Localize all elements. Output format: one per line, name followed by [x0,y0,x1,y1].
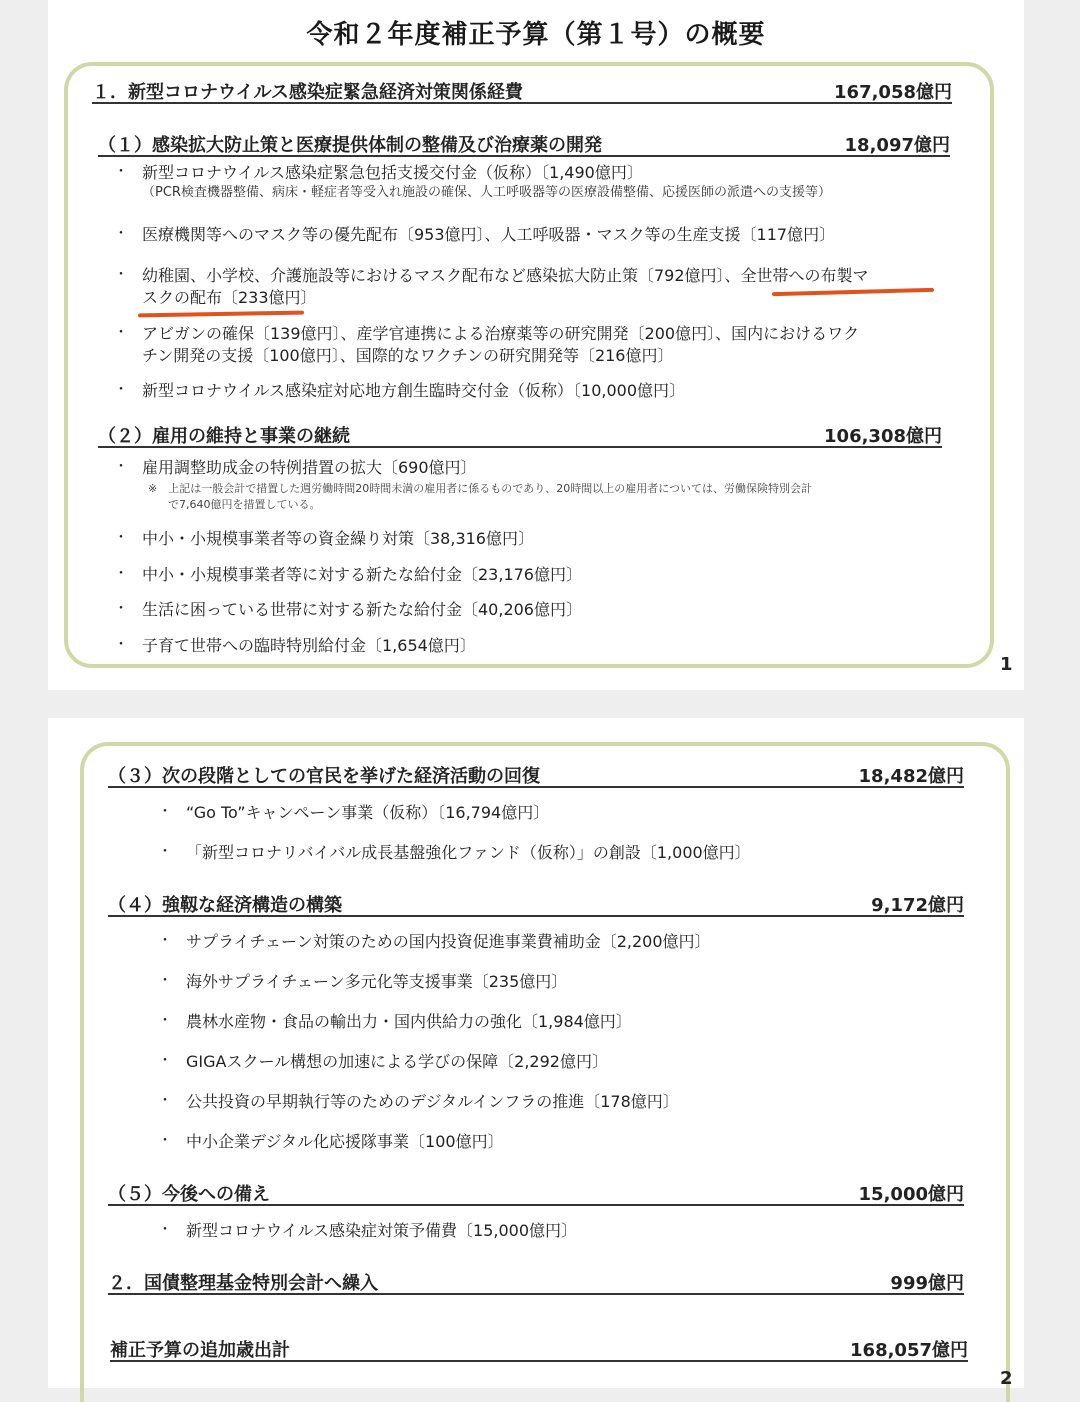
sub-5-amount: 15,000億円 [858,1184,964,1205]
sub-1-heading [98,131,950,157]
sub-1-amount: 18,097億円 [844,135,950,156]
page-number: 2 [1000,1368,1013,1389]
section-2-label: ２．国債整理基金特別会計へ繰入 [108,1273,378,1294]
list-item-highlighted: ・ 幼稚園、小学校、介護施設等におけるマスク配布など感染拡大防止策〔792億円〕、全世帯への布製マ スクの配布〔233億円〕 [114,266,869,307]
sub-4-amount: 9,172億円 [871,895,964,916]
footnote: で7,640億円を措置している。 [168,498,321,511]
slide-page-2: （３）次の段階としての官民を挙げた経済活動の回復 18,482億円 ・ “Go To”キャンペーン事業（仮称）〔16,794億円〕 ・ 「新型コロナリバイバル成長基盤強化ファンド（仮称）」の創設〔1,000億円〕 （４）強靱な経済構造の構築 9,172億円 ・ サプライチェーン対策のための国内投資促進事業費補助金〔2,200億円〕 ・ 海外サプライチェーン多元化等支援事業〔235億円〕 ・ 農林水産物・食品の輸出力・国内供給力の強化〔1,984億円〕 ・ GIGAスクール構想の加速による学びの保障〔2,292億円〕 ・ 公共投資の早期執行等のためのデジタルインフラの推進〔178億円〕 ・ 中小企業デジタル化応援隊事業〔100億円〕 （５）今後への備え 15,000億円 ・ 新型コロナウイルス感染症対策予備費〔15,000億円〕 ２．国債整理基金特別会計へ繰入 999億円 補正予算の追加歳出計 168,057億円 2 [48,718,1024,1388]
section-1-heading [92,78,952,104]
document-title: 令和２年度補正予算（第１号）の概要 [306,20,766,50]
bullet: ・ [114,530,128,546]
bullet: ・ [114,325,128,341]
section-1-label: １．新型コロナウイルス感染症緊急経済対策関係経費 [92,82,523,103]
bullet: ・ [114,164,128,180]
total-label: 補正予算の追加歳出計 [110,1340,290,1361]
bullet: ・ [158,1222,172,1238]
section-1-amount: 167,058億円 [834,82,952,103]
bullet: ・ [158,1133,172,1149]
sub-3-amount: 18,482億円 [858,766,964,787]
sub-5-label: （５）今後への備え [108,1184,270,1205]
bullet: ・ [158,844,172,860]
list-item: ・ 新型コロナウイルス感染症緊急包括支援交付金（仮称）〔1,490億円〕 （PCR検査機器整備、病床・軽症者等受入れ施設の確保、人工呼吸器等の医療設備整備、応援医師の派遣への支援等） [114,163,831,200]
bullet: ・ [158,1093,172,1109]
bullet: ・ [158,1053,172,1069]
bullet: ・ [114,226,128,242]
section-2-amount: 999億円 [890,1273,964,1294]
footnote: ※ 上記は一般会計で措置した週労働時間20時間未満の雇用者に係るものであり、20時間以上の雇用者については、労働保険特別会計 [148,482,812,495]
bullet: ・ [114,637,128,653]
bullet: ・ [114,601,128,617]
section-2-heading [108,1269,964,1295]
sub-2-label: （２）雇用の維持と事業の継続 [98,426,350,447]
sub-4-heading [108,891,964,917]
sub-2-amount: 106,308億円 [824,426,942,447]
sub-3-label: （３）次の段階としての官民を挙げた経済活動の回復 [108,766,540,787]
bullet: ・ [114,566,128,582]
bullet: ・ [158,1013,172,1029]
list-item: ・ 雇用調整助成金の特例措置の拡大〔690億円〕 ※ 上記は一般会計で措置した週労働時間20時間未満の雇用者に係るものであり、20時間以上の雇用者については、労働保険特別会計 で7,640億円を措置している。 [114,458,812,511]
total-heading [110,1336,968,1362]
bullet: ・ [114,267,128,283]
sub-4-label: （４）強靱な経済構造の構築 [108,895,342,916]
sub-5-heading [108,1180,964,1206]
content-frame [80,742,1010,1402]
bullet: ・ [158,933,172,949]
sub-1-label: （１）感染拡大防止策と医療提供体制の整備及び治療薬の開発 [98,135,602,156]
bullet: ・ [114,459,128,475]
bullet: ・ [114,382,128,398]
bullet: ・ [158,973,172,989]
sub-2-heading [98,422,942,448]
slide-page-1: 令和２年度補正予算（第１号）の概要 １．新型コロナウイルス感染症緊急経済対策関係経費 167,058億円 （１）感染拡大防止策と医療提供体制の整備及び治療薬の開発 18,097億円 ・ 新型コロナウイルス感染症緊急包括支援交付金（仮称）〔1,490億円〕 （PCR検査機器整備、病床・軽症者等受入れ施設の確保、人工呼吸器等の医療設備整備、応援医師の派遣への支援等） ・ 医療機関等へのマスク等の優先配布〔953億円〕、人工呼吸器・マスク等の生産支援〔117億円〕 ・ 幼稚園、小学校、介護施設等におけるマスク配布など感染拡大防止策〔792億円〕、全世帯への布製マ スクの配布〔233億円〕 ・ アビガンの確保〔139億円〕、産学官連携による治療薬等の研究開発〔200億円〕、国内におけるワク チン開発の支援〔100億円〕、国際的なワクチンの研究開発等〔216億円〕 ・ 新型コロナウイルス感染症対応地方創生臨時交付金（仮称）〔10,000億円〕 （２）雇用の維持と事業の継続 106,308億円 ・ 雇用調整助成金の特例措置の拡大〔690億円〕 ※ 上記は一般会計で措置した週労働時間20時間未満の雇用者に係るものであり、20時間以上の雇用者については、労働保険特別会計 で7,640億円を措置している。 ・ 中小・小規模事業者等の資金繰り対策〔38,316億円〕 ・ 中小・小規模事業者等に対する新たな給付金〔23,176億円〕 ・ 生活に困っている世帯に対する新たな給付金〔40,206億円〕 ・ 子育て世帯への臨時特別給付金〔1,654億円〕 1 [48,0,1024,690]
total-amount: 168,057億円 [850,1340,968,1361]
sub-3-heading [108,762,964,788]
page-number: 1 [1000,654,1013,675]
list-item: ・ アビガンの確保〔139億円〕、産学官連携による治療薬等の研究開発〔200億円〕、国内におけるワク チン開発の支援〔100億円〕、国際的なワクチンの研究開発等〔216億円〕 [114,324,860,365]
bullet: ・ [158,804,172,820]
